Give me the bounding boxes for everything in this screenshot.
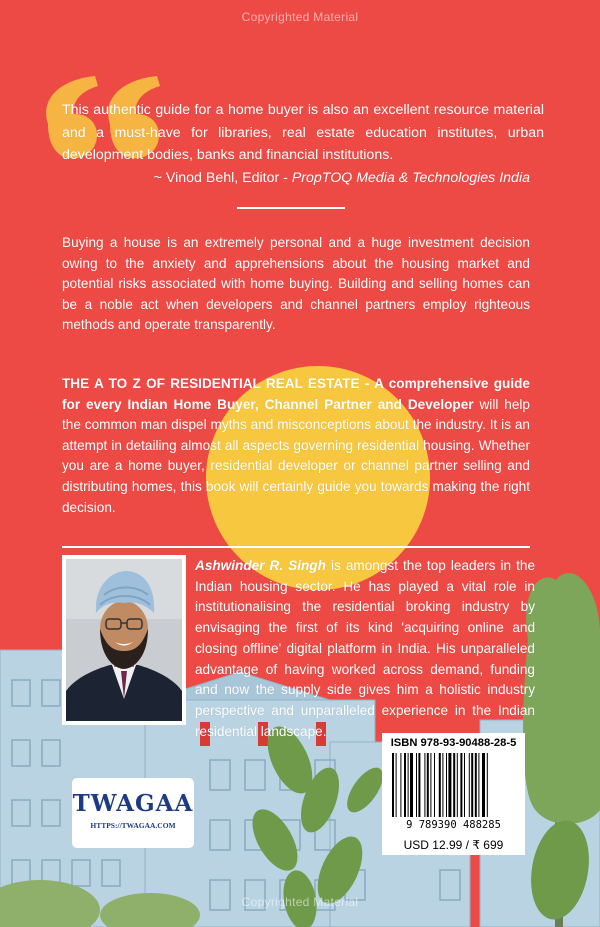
author-name: Ashwinder R. Singh <box>195 558 326 573</box>
description-paragraph-1: Buying a house is an extremely personal and a huge investment decision owing to the anxiety and apprehensions about the housing market and potential risks associated with home buying. Building and selling homes can be a noble act when developers and channel partners employ righteous methods and operate transparently. <box>62 235 530 333</box>
price-box <box>382 835 525 855</box>
endorsement-attribution <box>62 170 530 186</box>
description-paragraph-2-rest: will help the common man dispel myths and misconceptions about the industry. It is an attempt in detailing almost all aspects governing residential housing. Whether you are a home buyer, residential developer or channel partner selling and distributing homes, this book will certainly guide you towards making the right decision. <box>62 396 530 515</box>
watermark-bottom: Copyrighted Material <box>241 895 359 909</box>
barcode-icon <box>390 753 517 817</box>
publisher-url: HTTPS://TWAGAA.COM <box>90 821 176 830</box>
attribution-source: PropTOQ Media & Technologies India <box>291 170 530 186</box>
isbn-barcode-box <box>382 733 525 835</box>
divider-long <box>62 546 530 548</box>
author-photo-frame <box>62 555 186 725</box>
divider-short <box>237 207 345 209</box>
author-bio-text: is amongst the top leaders in the Indian housing sector. He has played a vital role in institutionalising the residential broking industry by envisaging the first of its kind 'acquiring online and closing offline' digital platform in India. His unparalleled advantage of having worked across demand, funding and now the supply side gives him a holistic industry perspective and unparalleled experience in the Indian residential landscape. <box>195 558 536 739</box>
endorsement-quote: This authentic guide for a home buyer is also an excellent resource material and a must-have for libraries, real estate education institutes, urban development bodies, banks and financial institutions. <box>62 102 544 163</box>
author-photo <box>66 559 182 721</box>
barcode-digits: 9 789390 488285 <box>406 819 501 831</box>
description-paragraph-2 <box>62 374 530 518</box>
watermark-top: Copyrighted Material <box>241 10 359 24</box>
publisher-logo: TWAGAA <box>72 790 194 817</box>
book-title-inline: THE A TO Z OF RESIDENTIAL REAL ESTATE - A comprehensive guide for every Indian Home Buyer, Channel Partner and Developer <box>62 376 530 412</box>
isbn-label: ISBN 978-93-90488-28-5 <box>390 737 517 749</box>
author-bio <box>195 556 535 742</box>
price-label: USD 12.99 / ₹ 699 <box>403 838 504 852</box>
publisher-logo-box <box>72 778 194 848</box>
attribution-author: ~ Vinod Behl, Editor - <box>153 170 292 186</box>
